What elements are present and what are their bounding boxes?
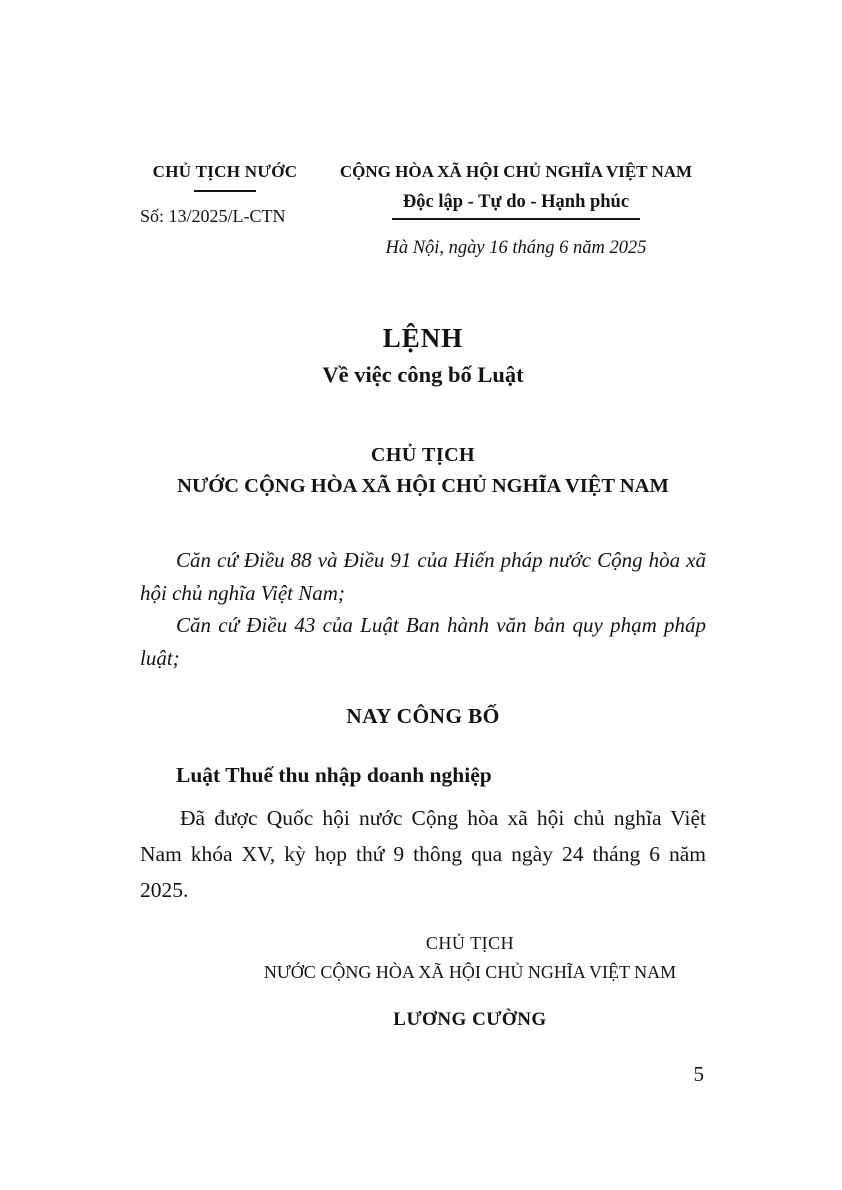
signer-name: LƯƠNG CƯỜNG: [393, 1008, 547, 1030]
motto-underline: [392, 218, 640, 220]
preamble: [140, 544, 706, 674]
national-motto: Độc lập - Tự do - Hạnh phúc: [402, 192, 630, 212]
page-number: 5: [693, 1062, 704, 1086]
national-title: CỘNG HÒA XÃ HỘI CHỦ NGHĨA VIỆT NAM: [339, 162, 693, 181]
national-motto-block: [330, 162, 702, 259]
place-date: Hà Nội, ngày 16 tháng 6 năm 2025: [385, 238, 647, 258]
authority-title: CHỦ TỊCH: [370, 444, 476, 466]
title-block: [140, 323, 706, 388]
issuer-underline: [194, 190, 256, 192]
authority-name: NƯỚC CỘNG HÒA XÃ HỘI CHỦ NGHĨA VIỆT NAM: [177, 475, 669, 497]
preamble-clause: Căn cứ Điều 88 và Điều 91 của Hiến pháp nước Cộng hòa xã hội chủ nghĩa Việt Nam;: [140, 548, 706, 605]
preamble-clause: Căn cứ Điều 43 của Luật Ban hành văn bản quy phạm pháp luật;: [140, 613, 706, 670]
document-subtitle: Về việc công bố Luật: [322, 362, 524, 387]
document-header: [140, 162, 706, 259]
issuer-name: CHỦ TỊCH NƯỚC: [152, 162, 298, 181]
signature-block: [140, 933, 706, 1031]
signature-title: CHỦ TỊCH: [425, 932, 515, 953]
document-title: LỆNH: [382, 323, 464, 353]
document-number: Số: 13/2025/L-CTN: [140, 206, 286, 226]
announce-heading: NAY CÔNG BỐ: [346, 704, 500, 729]
signature-authority: NƯỚC CỘNG HÒA XÃ HỘI CHỦ NGHĨA VIỆT NAM: [263, 961, 677, 982]
authority-block: [140, 444, 706, 498]
announce-body: Đã được Quốc hội nước Cộng hòa xã hội chủ nghĩa Việt Nam khóa XV, kỳ họp thứ 9 thông qua ngày 24 tháng 6 năm 2025.: [140, 806, 706, 903]
law-title: Luật Thuế thu nhập doanh nghiệp: [176, 763, 492, 788]
issuer-block: [140, 162, 310, 227]
